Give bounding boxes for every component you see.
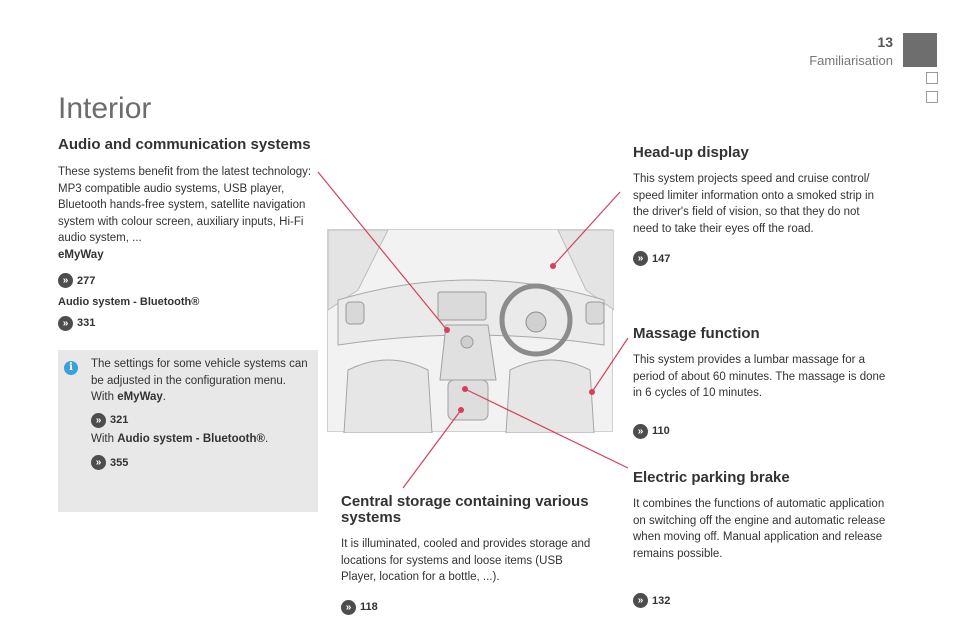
chevron-right-icon: »	[341, 600, 356, 615]
massage-section	[633, 326, 888, 439]
chevron-right-icon: »	[633, 251, 648, 266]
hud-ref[interactable]	[633, 251, 888, 266]
ref-number: 355	[110, 456, 129, 469]
audio-emyway-label: eMyWay	[58, 248, 104, 261]
ref-number: 331	[77, 317, 96, 329]
massage-ref[interactable]	[633, 424, 888, 439]
audio-ref-1[interactable]	[58, 273, 318, 288]
section-tab[interactable]	[926, 72, 938, 84]
ref-number: 321	[110, 414, 129, 426]
section-name: Familiarisation	[809, 53, 893, 68]
audio-section	[58, 137, 318, 331]
chevron-right-icon: »	[58, 273, 73, 288]
page-number: 13	[877, 34, 893, 50]
central-section	[341, 494, 601, 615]
chevron-right-icon: »	[633, 424, 648, 439]
hud-section	[633, 145, 888, 266]
page-title: Interior	[58, 92, 152, 125]
info-text: The settings for some vehicle systems can be adjusted in the configuration menu.	[91, 358, 308, 387]
parking-body: It combines the functions of automatic application on switching off the engine and automatic release when moving off. Manual application and release remains possible.	[633, 498, 886, 560]
info-emyway: eMyWay	[117, 391, 163, 403]
massage-heading: Massage function	[633, 325, 760, 342]
ref-number: 147	[652, 252, 671, 265]
info-ref-1[interactable]	[91, 413, 311, 428]
chevron-right-icon: »	[91, 455, 106, 470]
parking-heading: Electric parking brake	[633, 469, 790, 486]
section-tab[interactable]	[926, 91, 938, 103]
ref-number: 277	[77, 274, 96, 287]
chevron-right-icon: »	[633, 593, 648, 608]
interior-illustration	[328, 230, 614, 433]
info-with-label-2: With	[91, 432, 114, 445]
central-body: It is illuminated, cooled and provides storage and locations for systems and loose items (USB Player, location for a bottle, ...).	[341, 538, 591, 583]
hud-body: This system projects speed and cruise control/ speed limiter information onto a smoked strip in the driver's field of vision, so that they do not need to take their eyes off the road.	[633, 173, 874, 235]
info-ref-2[interactable]	[91, 455, 311, 470]
info-with-label: With	[91, 391, 114, 403]
ref-number: 118	[360, 601, 378, 613]
audio-bt-label: Audio system - Bluetooth®	[58, 296, 200, 308]
ref-number: 110	[652, 425, 670, 437]
info-content: The settings for some vehicle systems can be adjusted in the configuration menu. With eMyWay. » 321 With Audio system - Bluetooth®. » 355	[91, 356, 311, 470]
hud-heading: Head-up display	[633, 144, 749, 161]
audio-heading: Audio and communication systems	[58, 136, 311, 153]
parking-section	[633, 470, 888, 608]
interior-photo	[327, 229, 613, 432]
info-bt: Audio system - Bluetooth®	[117, 432, 265, 445]
central-ref[interactable]	[341, 600, 601, 615]
central-heading: Central storage containing various systems	[341, 493, 589, 526]
info-icon: i	[64, 361, 78, 375]
massage-body: This system provides a lumbar massage for a period of about 60 minutes. The massage is done in 6 cycles of 10 minutes.	[633, 354, 886, 399]
chevron-right-icon: »	[91, 413, 106, 428]
audio-ref-2[interactable]	[58, 316, 318, 331]
parking-ref[interactable]	[633, 593, 888, 608]
section-tab-active[interactable]	[903, 33, 937, 67]
audio-body: These systems benefit from the latest technology: MP3 compatible audio systems, USB player, Bluetooth hands-free system, satellite navigation system with colour screen, auxiliary inputs, Hi-Fi audio system, ...	[58, 166, 312, 244]
ref-number: 132	[652, 594, 671, 607]
chevron-right-icon: »	[58, 316, 73, 331]
